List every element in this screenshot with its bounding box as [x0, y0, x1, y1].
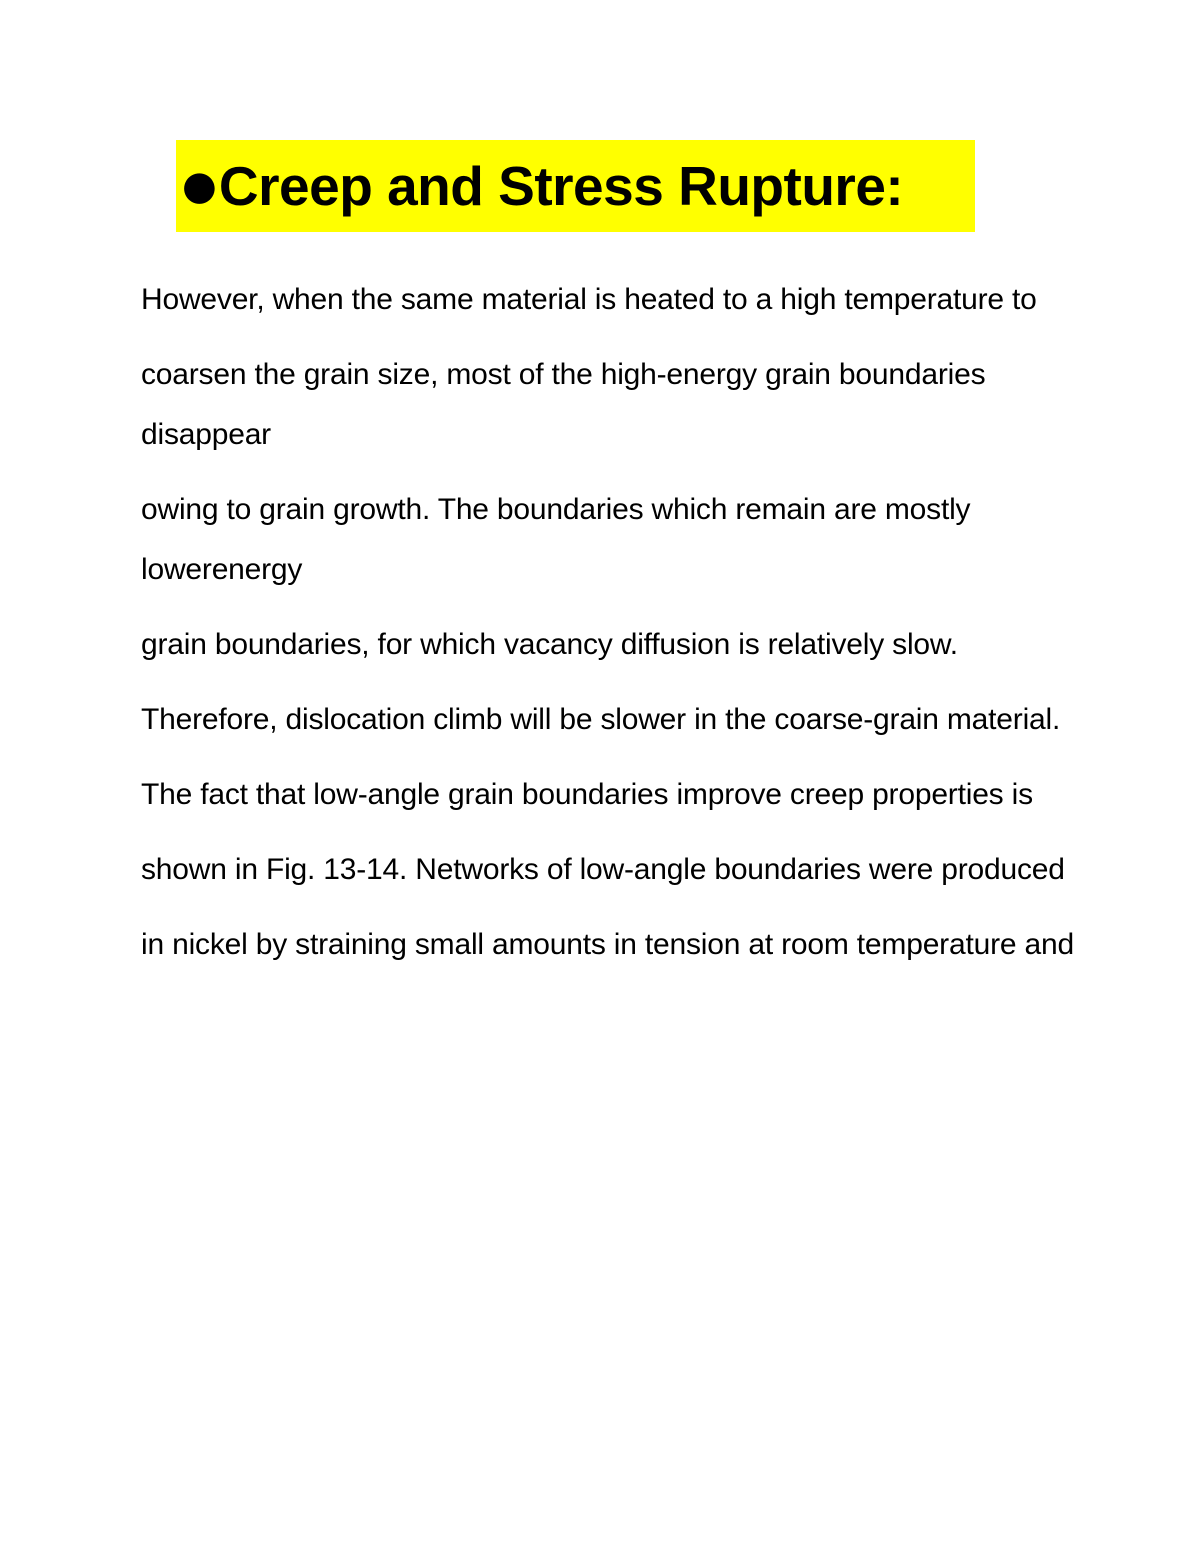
paragraph-8: in nickel by straining small amounts in tension at room temperature and [141, 928, 1074, 961]
paragraph-7: shown in Fig. 13-14. Networks of low-angle boundaries were produced [141, 853, 1065, 886]
page-title: Creep and Stress Rupture: [218, 155, 904, 217]
paragraph-3: owing to grain growth. The boundaries which remain are mostly lowerenergy [141, 493, 971, 586]
highlighted-heading [176, 140, 975, 232]
paragraph-5: Therefore, dislocation climb will be slower in the coarse-grain material. [141, 703, 1061, 736]
bullet-icon: ● [182, 163, 217, 209]
body-text [141, 270, 1081, 990]
paragraph-6: The fact that low-angle grain boundaries improve creep properties is [141, 778, 1033, 811]
paragraph-1: However, when the same material is heated to a high temperature to [141, 283, 1037, 316]
paragraph-2: coarsen the grain size, most of the high-energy grain boundaries disappear [141, 358, 986, 451]
paragraph-4: grain boundaries, for which vacancy diffusion is relatively slow. [141, 628, 958, 661]
